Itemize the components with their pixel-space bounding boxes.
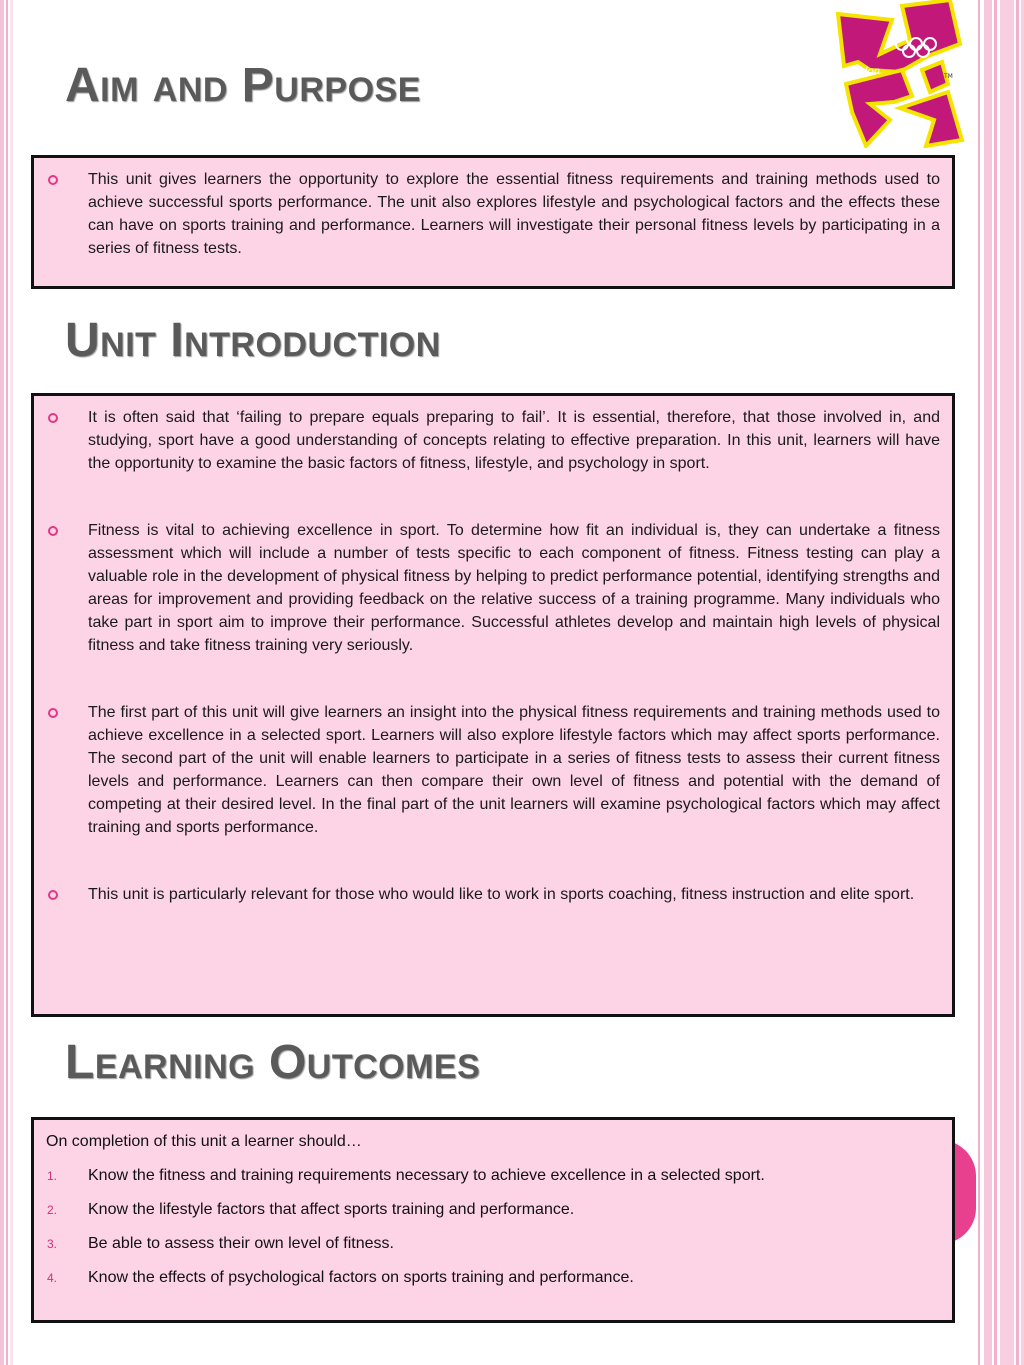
outcome-item: [34, 1164, 952, 1187]
outcome-number: 4.: [47, 1271, 58, 1285]
outcomes-heading: Learning Outcomes: [65, 1036, 481, 1089]
outcomes-box: [31, 1117, 955, 1323]
left-stripe: [6, 0, 8, 1365]
outcomes-lead: On completion of this unit a learner should…: [46, 1133, 362, 1150]
outcome-text: Be able to assess their own level of fitness.: [88, 1235, 394, 1252]
bullet-icon: [48, 175, 58, 185]
bullet-text: It is often said that ‘failing to prepare equals preparing to fail’. It is essential, therefore, that those involved in, and studying, sport have a good understanding of concepts relating to effective preparation. In this unit, learners will have the opportunity to examine the basic factors of fitness, lifestyle, and psychology in sport.: [88, 409, 940, 472]
bullet-icon: [48, 526, 58, 536]
outcome-text: Know the effects of psychological factors on sports training and performance.: [88, 1269, 634, 1286]
right-stripe: [978, 0, 980, 1365]
list-item: [34, 701, 952, 839]
list-item: [34, 406, 952, 475]
bullet-icon: [48, 413, 58, 423]
aim-heading: Aim and Purpose: [65, 59, 421, 112]
bullet-text: The first part of this unit will give learners an insight into the physical fitness requirements and training methods used to achieve excellence in a selected sport. Learners will also explore lifestyle factors which may affect sports performance. The second part of the unit will enable learners to participate in a series of fitness tests to assess their current fitness levels and performance. Learners can then compare their own level of fitness and potential with the demand of competing at their desired level. In the final part of the unit learners will examine psychological factors which may affect training and sports performance.: [88, 704, 940, 836]
outcome-item: [34, 1232, 952, 1255]
bullet-icon: [48, 708, 58, 718]
bullet-text: Fitness is vital to achieving excellence in sport. To determine how fit an individual is, they can undertake a fitness assessment which will include a number of tests specific to each component of fitness. Fitness testing can play a valuable role in the development of physical fitness by helping to predict performance potential, identifying strengths and areas for improvement and providing feedback on the relative success of a training programme. Many individuals who take part in sport aim to improve their performance. Successful athletes develop and maintain high levels of physical fitness and take fitness training very seriously.: [88, 522, 940, 654]
outcome-number: 2.: [47, 1203, 58, 1217]
bullet-text: This unit is particularly relevant for those who would like to work in sports coaching, fitness instruction and elite sport.: [88, 886, 915, 903]
logo-text: london: [846, 66, 881, 77]
outcome-text: Know the lifestyle factors that affect sports training and performance.: [88, 1201, 575, 1218]
intro-heading: Unit Introduction: [65, 314, 441, 367]
outcome-number: 3.: [47, 1237, 58, 1251]
intro-box: [31, 393, 955, 1017]
list-item: [34, 883, 952, 906]
right-stripe: [1000, 0, 1014, 1365]
london-2012-logo: [830, 0, 965, 148]
left-stripe: [0, 0, 4, 1365]
bullet-text: This unit gives learners the opportunity to explore the essential fitness requirements and training methods used to achieve successful sports performance. The unit also explores lifestyle and psychological factors and the effects these can have on sports training and performance. Learners will investigate their personal fitness levels by participating in a series of fitness tests.: [88, 171, 940, 257]
bullet-icon: [48, 890, 58, 900]
outcome-text: Know the fitness and training requirements necessary to achieve excellence in a selected sport.: [88, 1167, 765, 1184]
outcome-item: [34, 1266, 952, 1289]
left-stripe: [10, 0, 13, 1365]
right-stripe: [994, 0, 997, 1365]
right-stripe: [984, 0, 992, 1365]
outcome-item: [34, 1198, 952, 1221]
outcome-number: 1.: [47, 1169, 58, 1183]
logo-tm: TM: [944, 73, 953, 80]
list-item: [34, 519, 952, 657]
list-item: [34, 168, 952, 260]
right-stripe: [1016, 0, 1019, 1365]
aim-box: [31, 155, 955, 289]
